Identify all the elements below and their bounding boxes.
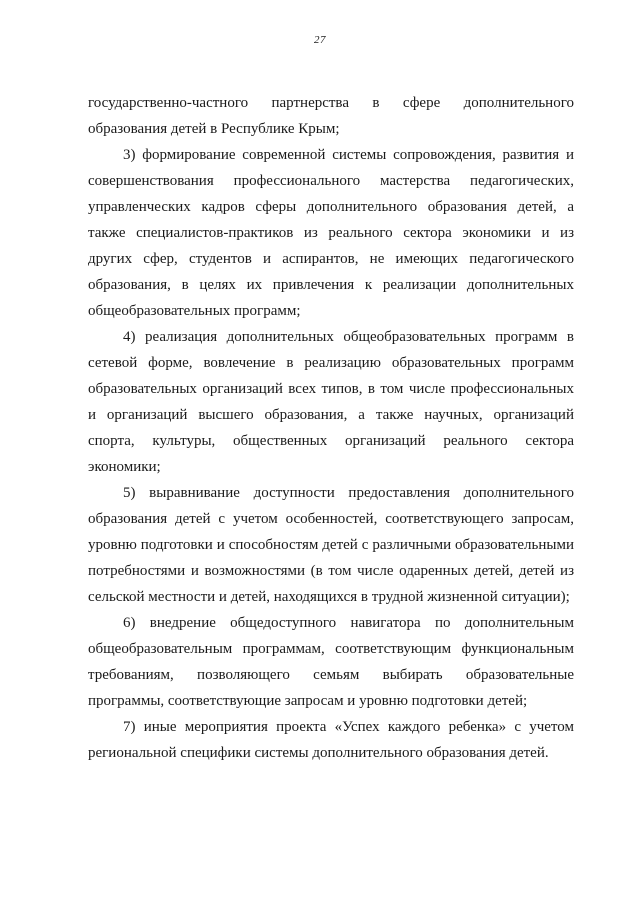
list-item-5: 5) выравнивание доступности предоставления дополнительного образования детей с учетом особенностей, соответствующего запросам, уровню подготовки и способностям детей с различными образовательными потребностями и возможностями (в том числе одаренных детей, детей из сельской местности и детей, находящихся в трудной жизненной ситуации); — [88, 485, 574, 605]
paragraph-continuation: государственно-частного партнерства в сфере дополнительного образования детей в Республике Крым; — [88, 95, 574, 137]
document-body — [88, 90, 574, 766]
list-item-6: 6) внедрение общедоступного навигатора по дополнительным общеобразовательным программам, соответствующим функциональным требованиям, позволяющего семьям выбирать образовательные программы, соответствующие запросам и уровню подготовки детей; — [88, 615, 574, 709]
page-number: 27 — [314, 34, 326, 46]
list-item-7: 7) иные мероприятия проекта «Успех каждого ребенка» с учетом региональной специфики системы дополнительного образования детей. — [88, 719, 574, 761]
list-item-3: 3) формирование современной системы сопровождения, развития и совершенствования профессионального мастерства педагогических, управленческих кадров сферы дополнительного образования детей, а также специалистов-практиков из реального сектора экономики и из других сфер, студентов и аспирантов, не имеющих педагогического образования, в целях их привлечения к реализации дополнительных общеобразовательных программ; — [88, 147, 574, 319]
list-item-4: 4) реализация дополнительных общеобразовательных программ в сетевой форме, вовлечение в реализацию образовательных программ образовательных организаций всех типов, в том числе профессиональных и организаций высшего образования, а также научных, организаций спорта, культуры, общественных организаций реального сектора экономики; — [88, 329, 574, 475]
